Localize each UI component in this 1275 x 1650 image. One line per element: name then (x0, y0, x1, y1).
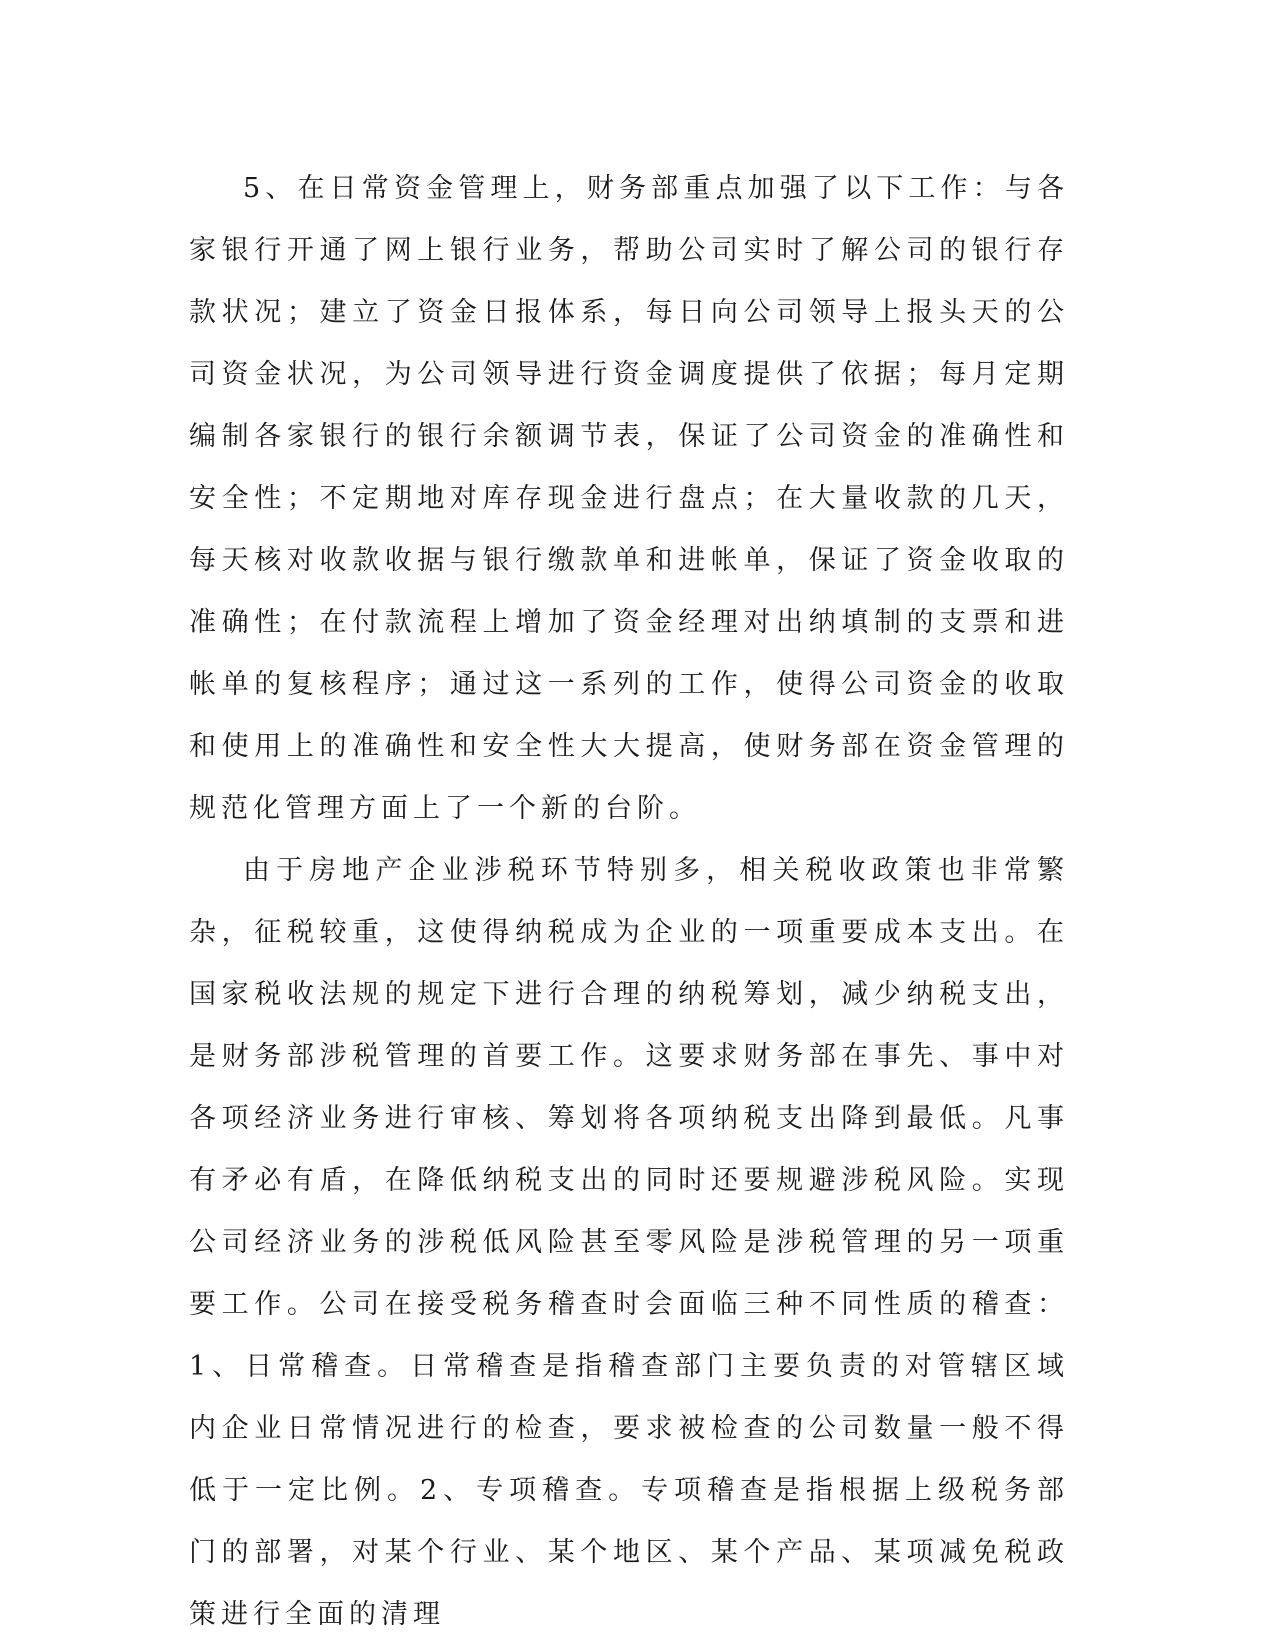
paragraph-fund-management: 5、在日常资金管理上，财务部重点加强了以下工作：与各家银行开通了网上银行业务，帮助公司实时了解公司的银行存款状况；建立了资金日报体系，每日向公司领导上报头天的公司资金状况，为公司领导进行资金调度提供了依据；每月定期编制各家银行的银行余额调节表，保证了公司资金的准确性和安全性；不定期地对库存现金进行盘点；在大量收款的几天，每天核对收款收据与银行缴款单和进帐单，保证了资金收取的准确性；在付款流程上增加了资金经理对出纳填制的支票和进帐单的复核程序；通过这一系列的工作，使得公司资金的收取和使用上的准确性和安全性大大提高，使财务部在资金管理的规范化管理方面上了一个新的台阶。 (189, 173, 1069, 824)
body-text (189, 158, 1069, 1646)
paragraph-tax-management: 由于房地产企业涉税环节特别多，相关税收政策也非常繁杂，征税较重，这使得纳税成为企业的一项重要成本支出。在国家税收法规的规定下进行合理的纳税筹划，减少纳税支出，是财务部涉税管理的首要工作。这要求财务部在事先、事中对各项经济业务进行审核、筹划将各项纳税支出降到最低。凡事有矛必有盾，在降低纳税支出的同时还要规避涉税风险。实现公司经济业务的涉税低风险甚至零风险是涉税管理的另一项重要工作。公司在接受税务稽查时会面临三种不同性质的稽查：1、日常稽查。日常稽查是指稽查部门主要负责的对管辖区域内企业日常情况进行的检查，要求被检查的公司数量一般不得低于一定比例。2、专项稽查。专项稽查是指根据上级税务部门的部署，对某个行业、某个地区、某个产品、某项减免税政策进行全面的清理 (189, 855, 1069, 1630)
